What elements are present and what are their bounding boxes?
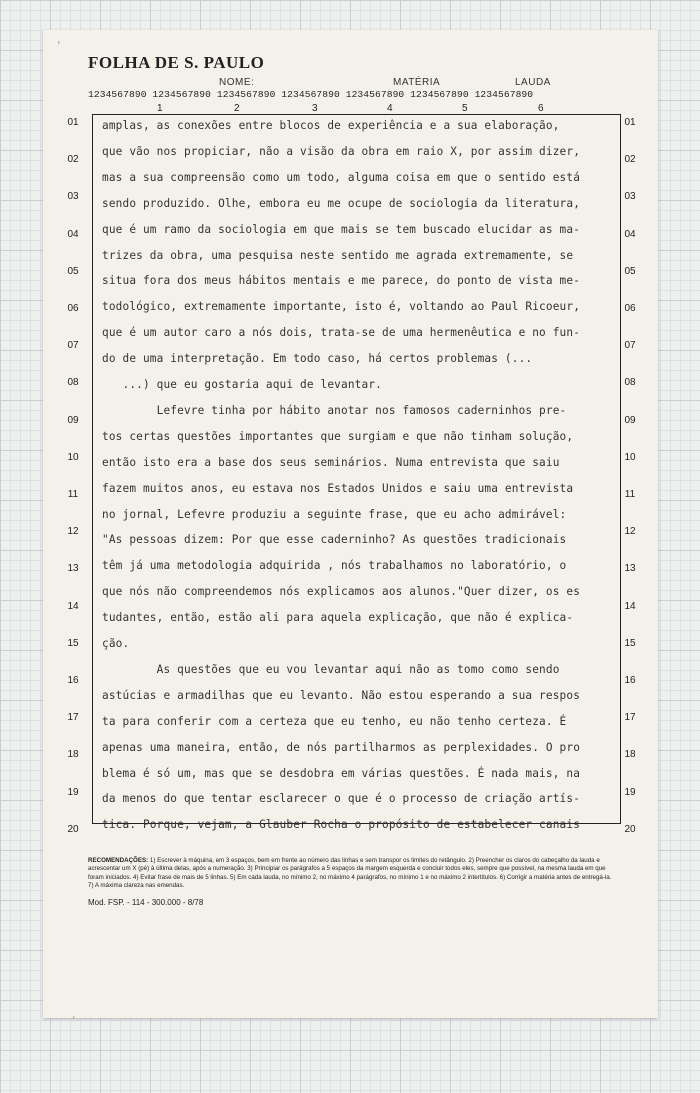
recommendations-title: RECOMENDAÇÕES: <box>88 857 149 864</box>
typed-line: As questões que eu vou levantar aqui não as tomo como sendo <box>102 662 560 676</box>
line-number-right: 19 <box>624 786 636 798</box>
typed-line: sendo produzido. Olhe, embora eu me ocupe de sociologia da literatura, <box>102 196 581 210</box>
typed-line: que vão nos propiciar, não a visão da obra em raio X, por assim dizer, <box>102 144 581 158</box>
typed-line: Lefevre tinha por hábito anotar nos famosos caderninhos pre- <box>102 403 567 417</box>
typed-line: mas a sua compreensão como um todo, alguma coisa em que o sentido está <box>102 170 581 184</box>
line-number-left: 01 <box>67 117 79 128</box>
line-number-left: 05 <box>67 265 79 277</box>
typed-line: que nós não compreendemos nós explicamos aos alunos."Quer dizer, os es <box>102 585 581 599</box>
typed-line: tica. Porque, vejam, a Glauber Rocha o propósito de estabelecer canais <box>102 818 581 832</box>
ruler-number: 5 <box>462 103 468 114</box>
ruler-number: 4 <box>387 103 393 114</box>
line-number-left: 03 <box>67 191 79 203</box>
paper-mark: ʹ <box>73 1015 75 1025</box>
line-number-right: 13 <box>624 563 636 575</box>
ruler-number: 6 <box>538 103 544 114</box>
line-number-right: 03 <box>624 191 636 203</box>
typed-line: situa fora dos meus hábitos mentais e me parece, do ponto de vista me- <box>102 274 581 288</box>
line-number-right: 12 <box>624 526 636 538</box>
ruler-number: 2 <box>234 103 240 114</box>
line-number-right: 18 <box>624 749 636 761</box>
line-number-left: 10 <box>67 451 79 463</box>
newspaper-brand: FOLHA DE S. PAULO <box>88 53 265 72</box>
line-number-left: 06 <box>67 303 79 314</box>
line-number-right: 06 <box>624 303 636 314</box>
typewriter-sheet <box>43 30 658 1025</box>
line-number-right: 16 <box>624 675 636 686</box>
typed-line: tudantes, então, estão ali para aquela explicação, que não é explica- <box>102 611 574 625</box>
ruler-number: 3 <box>312 103 318 114</box>
line-number-left: 18 <box>67 749 79 761</box>
typed-line: da menos do que tentar esclarecer o que é o processo de criação artís- <box>102 792 581 806</box>
typed-line: astúcias e armadilhas que eu levanto. Não estou esperando a sua respos <box>102 688 581 702</box>
typed-line: que é um autor caro a nós dois, trata-se de uma hermenêutica e no fun- <box>102 326 581 340</box>
line-number-right: 01 <box>624 117 636 128</box>
line-number-left: 11 <box>67 489 79 500</box>
line-number-right: 17 <box>624 712 636 724</box>
line-number-left: 17 <box>67 712 79 724</box>
typed-line: "As pessoas dizem: Por que esse caderninho? As questões tradicionais <box>102 533 567 547</box>
line-number-right: 08 <box>624 377 636 389</box>
line-number-left: 09 <box>67 414 79 426</box>
line-number-right: 15 <box>624 637 636 649</box>
line-number-left: 02 <box>67 154 79 166</box>
typed-line: blema é só um, mas que se desdobra em várias questões. É nada mais, na <box>102 766 581 780</box>
line-number-left: 07 <box>67 340 79 352</box>
typed-line: têm já uma metodologia adquirida , nós trabalhamos no laboratório, o <box>102 559 567 573</box>
line-number-left: 19 <box>67 786 79 798</box>
character-ruler: 1234567890 1234567890 1234567890 1234567890 1234567890 1234567890 1234567890 <box>88 89 534 100</box>
line-number-right: 05 <box>624 265 636 277</box>
line-number-left: 20 <box>67 823 79 835</box>
typed-line: no jornal, Lefevre produziu a seguinte frase, que eu acho admirável: <box>102 507 567 521</box>
typed-line: ...) que eu gostaria aqui de levantar. <box>102 378 382 391</box>
typed-line: tos certas questões importantes que surgiam e que não tinham solução, <box>102 429 574 443</box>
typed-line: amplas, as conexões entre blocos de experiência e a sua elaboração, <box>102 119 560 132</box>
typed-line: que é um ramo da sociologia em que mais se tem buscado elucidar as ma- <box>102 222 581 236</box>
line-number-right: 10 <box>624 451 636 463</box>
typed-line: apenas uma maneira, então, de nós partilharmos as perplexidades. O pro <box>102 740 581 754</box>
typed-line: ção. <box>102 637 130 650</box>
form-model-code: Mod. FSP. - 114 - 300.000 - 8/78 <box>88 898 204 907</box>
typed-line: trizes da obra, uma pesquisa neste sentido me agrada extremamente, se <box>102 248 574 262</box>
line-number-left: 12 <box>67 526 79 538</box>
typed-line: do de uma interpretação. Em todo caso, há certos problemas (... <box>102 352 533 366</box>
line-number-left: 15 <box>67 637 79 649</box>
line-number-right: 02 <box>624 154 636 166</box>
line-number-right: 20 <box>624 823 636 835</box>
line-number-left: 14 <box>67 600 79 612</box>
ruler-number: 1 <box>157 103 163 114</box>
lauda-label: LAUDA <box>515 77 551 88</box>
recommendations-text: 1) Escrever à máquina, em 3 espaços, bem em frente ao número das linhas e sem transpor os limites do retângulo. 2) Preencher os claros do cabeçalho da lauda e acrescentar um X (pé) à última delas, após a numeração. 3) Principiar os parágrafos a 5 espaços da margem esquerda e concluir todos eles, sempre que possível, na mesma lauda em que foram iniciados. 4) Evitar frase de mais de 5 linhas. 5) Em cada lauda, no mínimo 2, no máximo 4 parágrafos, no mínimo 1 e no máximo 2 intertítulos. 6) Corrigir a matéria antes de entregá-la. 7) A máxima clareza nas emendas. <box>88 857 612 890</box>
line-number-left: 04 <box>67 228 79 240</box>
line-number-right: 07 <box>624 340 636 352</box>
line-number-left: 16 <box>67 675 79 686</box>
recommendations <box>88 857 618 891</box>
line-number-left: 13 <box>67 563 79 575</box>
name-label: NOME: <box>219 77 255 88</box>
paper-mark: ʹ <box>58 40 60 50</box>
line-number-right: 04 <box>624 228 636 240</box>
typed-line: todológico, extremamente importante, isto é, voltando ao Paul Ricoeur, <box>102 300 581 314</box>
line-number-left: 08 <box>67 377 79 389</box>
line-number-right: 09 <box>624 414 636 426</box>
line-number-right: 11 <box>624 489 636 500</box>
typed-line: então isto era a base dos seus seminários. Numa entrevista que saiu <box>102 455 560 469</box>
line-number-right: 14 <box>624 600 636 612</box>
materia-label: MATÉRIA <box>393 77 441 88</box>
typed-line: ta para conferir com a certeza que eu tenho, eu não tenho certeza. É <box>102 714 567 728</box>
typed-line: fazem muitos anos, eu estava nos Estados Unidos e saiu uma entrevista <box>102 481 574 495</box>
